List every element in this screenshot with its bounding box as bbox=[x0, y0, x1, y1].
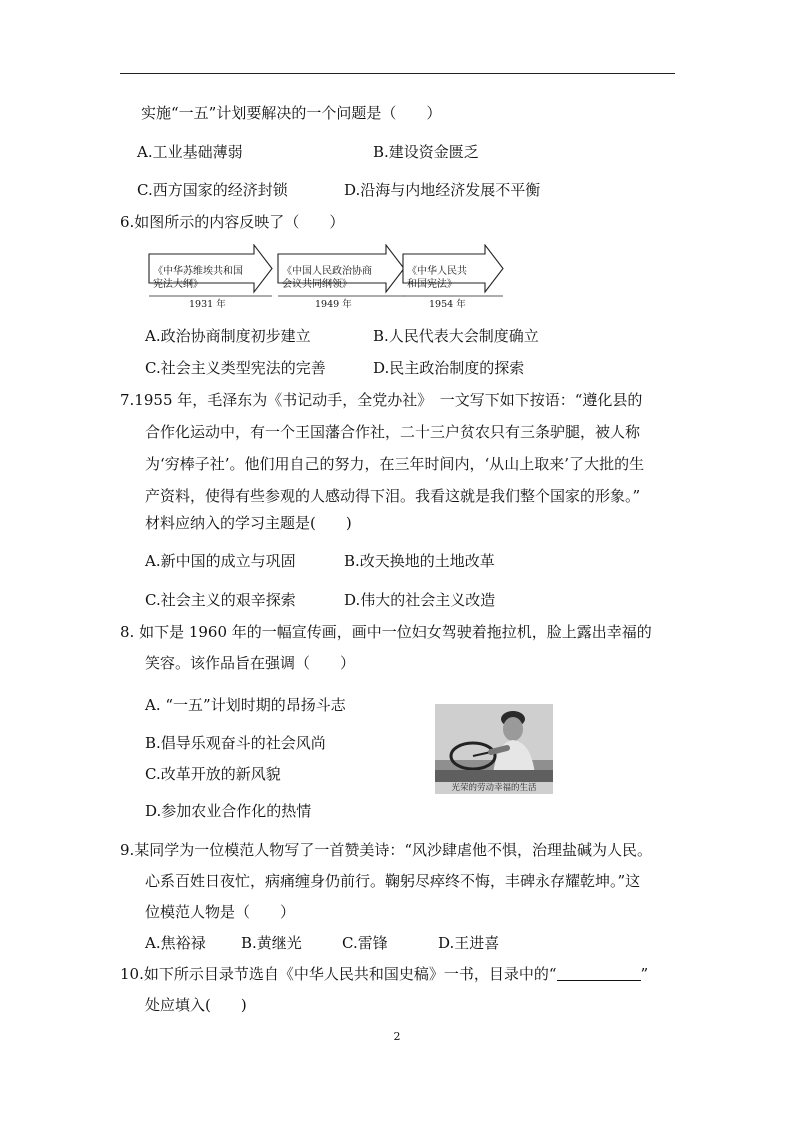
q7-option-a: A.新中国的成立与巩固 bbox=[145, 552, 296, 570]
q8-line-1: 8. 如下是 1960 年的一幅宣传画，画中一位妇女驾驶着拖拉机，脸上露出幸福的 bbox=[120, 623, 652, 641]
q7-option-b: B.改天换地的土地改革 bbox=[344, 552, 495, 570]
constitution-timeline bbox=[148, 244, 504, 318]
q5-option-c: C.西方国家的经济封锁 bbox=[137, 181, 288, 199]
q9-line-1: 9.某同学为一位模范人物写了一首赞美诗：“风沙肆虐他不惧，治理盐碱为人民。 bbox=[120, 841, 652, 859]
q6-option-a: A.政治协商制度初步建立 bbox=[145, 327, 311, 345]
q5-option-a: A.工业基础薄弱 bbox=[137, 143, 243, 161]
q5-option-b: B.建设资金匮乏 bbox=[373, 143, 479, 161]
q8-option-a: A. “一五”计划时期的昂扬斗志 bbox=[145, 696, 346, 714]
q9-option-a: A.焦裕禄 bbox=[145, 934, 206, 952]
q10-suffix: ” bbox=[640, 965, 649, 983]
q9-line-2: 心系百姓日夜忙，病痛缠身仍前行。鞠躬尽瘁终不悔，丰碑永存耀乾坤。”这 bbox=[145, 872, 641, 890]
q9-option-d: D.王进喜 bbox=[438, 934, 500, 952]
timeline-year-2: 1949 年 bbox=[315, 299, 352, 310]
q7-option-d: D.伟大的社会主义改造 bbox=[344, 591, 496, 609]
timeline-doc-2-line2: 会议共同纲领》 bbox=[282, 279, 352, 290]
q9-option-b: B.黄继光 bbox=[241, 934, 302, 952]
q6-option-b: B.人民代表大会制度确立 bbox=[373, 327, 539, 345]
q7-line-2: 合作化运动中，有一个王国藩合作社，二十三户贫农只有三条驴腿，被人称 bbox=[145, 423, 641, 441]
timeline-year-3: 1954 年 bbox=[429, 299, 466, 310]
tractor-woman-illustration bbox=[435, 704, 553, 794]
timeline-doc-1-line1: 《中华苏维埃共和国 bbox=[153, 266, 243, 277]
q7-line-3: 为‘穷棒子社’。他们用自己的努力，在三年时间内，‘从山上取来’了大批的生 bbox=[145, 455, 645, 473]
page-number: 2 bbox=[393, 1030, 401, 1043]
timeline-doc-2-line1: 《中国人民政治协商 bbox=[282, 266, 372, 277]
q8-option-d: D.参加农业合作化的热情 bbox=[145, 802, 312, 820]
q10-answer-blank bbox=[557, 966, 641, 981]
q8-option-c: C.改革开放的新风貌 bbox=[145, 765, 281, 783]
q7-line-4: 产资料，使得有些参观的人感动得下泪。我看这就是我们整个国家的形象。” bbox=[145, 487, 641, 505]
q7-line-5: 材料应纳入的学习主题是( ) bbox=[145, 514, 352, 532]
q6-stem: 6.如图所示的内容反映了（ ） bbox=[120, 213, 345, 231]
q6-option-d: D.民主政治制度的探索 bbox=[373, 359, 525, 377]
q8-line-2: 笑容。该作品旨在强调（ ） bbox=[145, 654, 356, 672]
q10-line-1 bbox=[120, 964, 648, 984]
timeline-year-1: 1931 年 bbox=[189, 299, 226, 310]
propaganda-poster-image bbox=[435, 704, 553, 794]
header-rule bbox=[120, 73, 675, 74]
q9-option-c: C.雷锋 bbox=[342, 934, 388, 952]
q8-option-b: B.倡导乐观奋斗的社会风尚 bbox=[145, 734, 326, 752]
q10-prefix: 10.如下所示目录节选自《中华人民共和国史稿》一书，目录中的“ bbox=[120, 965, 557, 983]
timeline-doc-3-line1: 《中华人民共 bbox=[407, 266, 467, 277]
q7-line-1: 7.1955 年，毛泽东为《书记动手，全党办社》 一文写下如下按语：“遵化县的 bbox=[120, 391, 643, 409]
q7-option-c: C.社会主义的艰辛探索 bbox=[145, 591, 296, 609]
q6-option-c: C.社会主义类型宪法的完善 bbox=[145, 359, 326, 377]
timeline-doc-3-line2: 和国宪法》 bbox=[407, 279, 457, 290]
q10-line-2: 处应填入( ) bbox=[145, 996, 247, 1014]
timeline-doc-1-line2: 宪法大纲》 bbox=[153, 279, 203, 290]
q5-stem: 实施“一五”计划要解决的一个问题是（ ） bbox=[141, 104, 442, 122]
q5-option-d: D.沿海与内地经济发展不平衡 bbox=[344, 181, 541, 199]
q9-line-3: 位模范人物是（ ） bbox=[145, 903, 296, 921]
poster-caption: 光荣的劳动幸福的生活 bbox=[451, 783, 537, 793]
